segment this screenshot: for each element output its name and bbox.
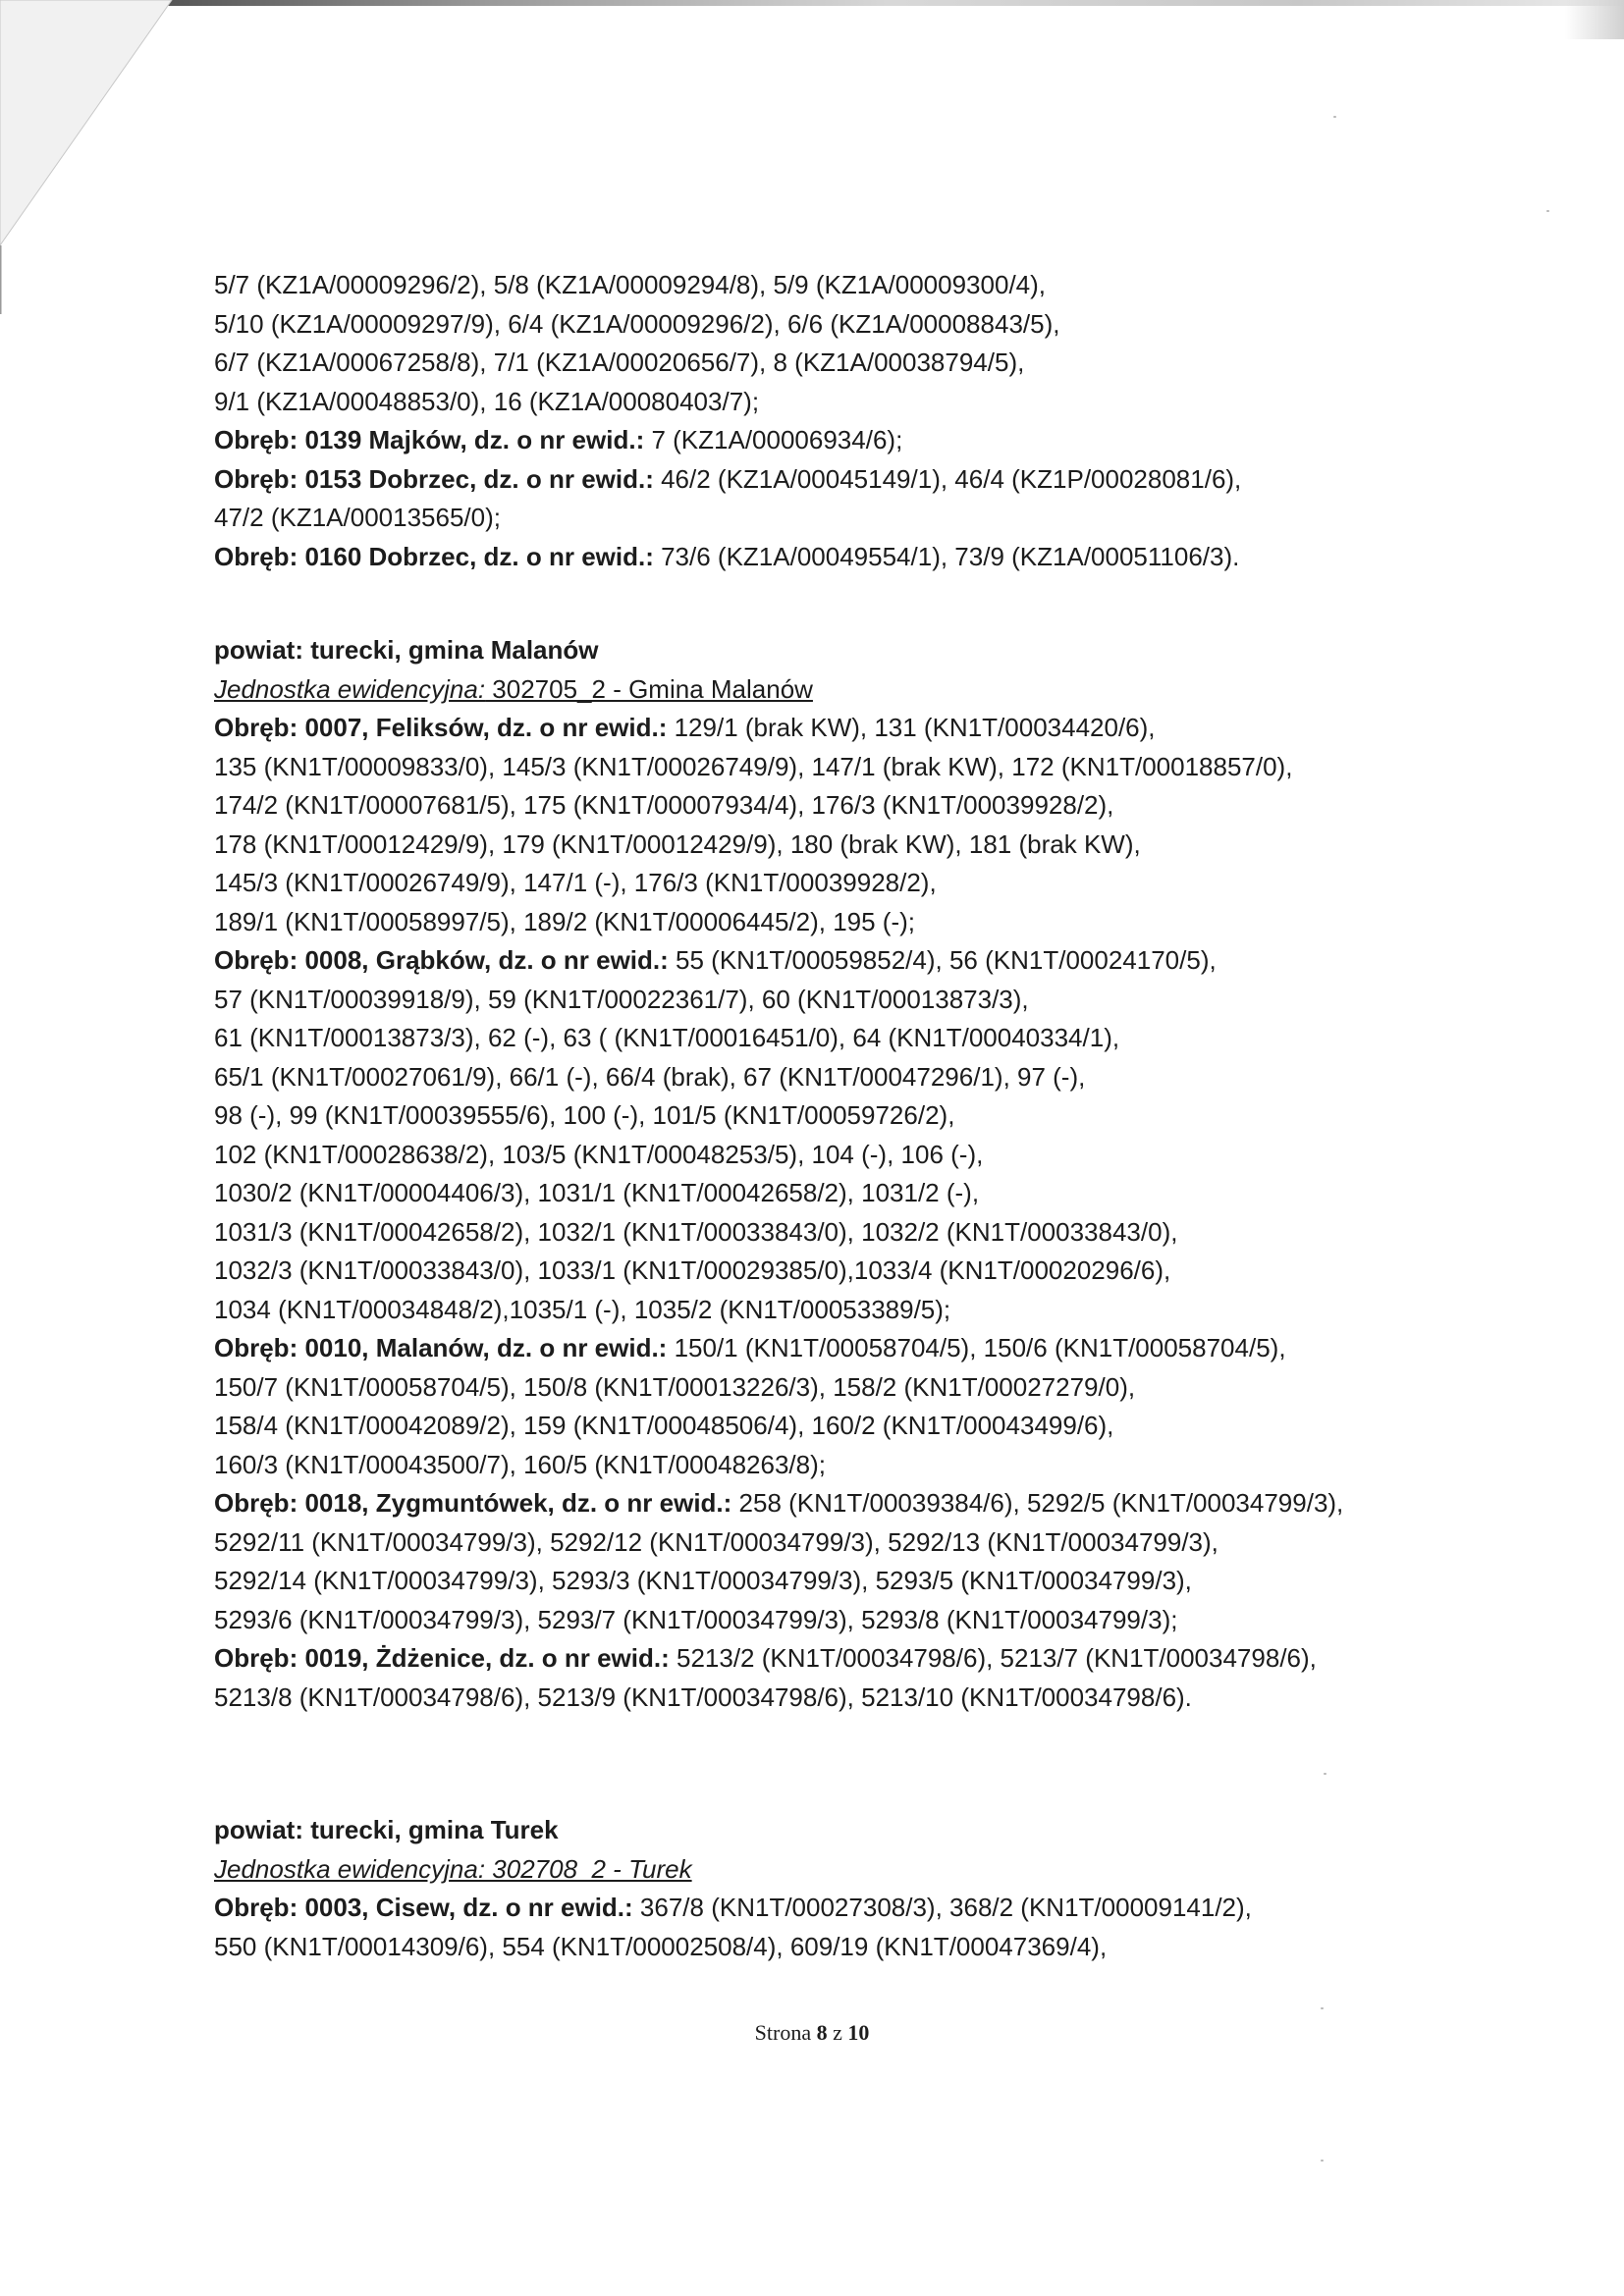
text-line: 5/10 (KZ1A/00009297/9), 6/4 (KZ1A/00009296/2), 6/6 (KZ1A/00008843/5), <box>214 308 1060 339</box>
unit-line <box>214 1850 1451 1890</box>
section-malanow <box>214 631 1451 1717</box>
text-line: 178 (KN1T/00012429/9), 179 (KN1T/00012429/9), 180 (brak KW), 181 (brak KW), <box>214 828 1141 859</box>
text-line: 57 (KN1T/00039918/9), 59 (KN1T/00022361/7), 60 (KN1T/00013873/3), <box>214 984 1029 1014</box>
obreb-0139 <box>214 421 1451 460</box>
parcel-list: 46/2 (KZ1A/00045149/1), 46/4 (KZ1P/00028081/6), <box>653 463 1242 494</box>
scan-corner-fold <box>0 0 177 314</box>
obreb-label: Obręb: 0007, Feliksów, dz. o nr ewid.: <box>214 713 668 742</box>
page-number: 8 <box>816 2020 828 2045</box>
obreb-label: Obręb: 0010, Malanów, dz. o nr ewid.: <box>214 1333 668 1362</box>
obreb-0007 <box>214 709 1451 748</box>
text-line: 61 (KN1T/00013873/3), 62 (-), 63 ( (KN1T/00016451/0), 64 (KN1T/00040334/1), <box>214 1023 1120 1052</box>
section-heading: powiat: turecki, gmina Turek <box>214 1815 559 1844</box>
obreb-0018 <box>214 1484 1451 1523</box>
parcel-list: 150/1 (KN1T/00058704/5), 150/6 (KN1T/00058704/5), <box>667 1333 1286 1362</box>
text-line: 5292/11 (KN1T/00034799/3), 5292/12 (KN1T/00034799/3), 5292/13 (KN1T/00034799/3), <box>214 1526 1218 1557</box>
obreb-0153 <box>214 460 1451 500</box>
text-line: 5293/6 (KN1T/00034799/3), 5293/7 (KN1T/00034799/3), 5293/8 (KN1T/00034799/3); <box>214 1604 1178 1634</box>
obreb-0160 <box>214 538 1451 577</box>
unit-label: Jednostka ewidencyjna: <box>214 673 486 704</box>
text-line: 189/1 (KN1T/00058997/5), 189/2 (KN1T/00006445/2), 195 (-); <box>214 906 915 936</box>
footer-prefix: Strona <box>754 2020 817 2045</box>
parcel-list: 55 (KN1T/00059852/4), 56 (KN1T/00024170/5), <box>668 945 1217 975</box>
unit-label-wrap <box>214 674 813 704</box>
obreb-0003 <box>214 1889 1451 1928</box>
text-line: 160/3 (KN1T/00043500/7), 160/5 (KN1T/00048263/8); <box>214 1449 826 1479</box>
unit-line <box>214 670 1451 710</box>
section-heading: powiat: turecki, gmina Malanów <box>214 635 599 665</box>
section-continuation <box>214 266 1451 576</box>
page-total: 10 <box>847 2020 870 2045</box>
scan-speck <box>1546 210 1549 212</box>
scan-speck <box>1324 1773 1326 1775</box>
obreb-0010 <box>214 1329 1451 1368</box>
text-line: 1030/2 (KN1T/00004406/3), 1031/1 (KN1T/00042658/2), 1031/2 (-), <box>214 1178 980 1207</box>
parcel-list: 7 (KZ1A/00006934/6); <box>644 425 903 454</box>
obreb-label: Obręb: 0160 Dobrzec, dz. o nr ewid.: <box>214 541 654 571</box>
unit-label: Jednostka ewidencyjna: 302708_2 - Turek <box>214 1853 692 1884</box>
text-line: 9/1 (KZ1A/00048853/0), 16 (KZ1A/00080403/7); <box>214 386 760 416</box>
text-line: 1032/3 (KN1T/00033843/0), 1033/1 (KN1T/00029385/0),1033/4 (KN1T/00020296/6), <box>214 1255 1171 1285</box>
parcel-list: 73/6 (KZ1A/00049554/1), 73/9 (KZ1A/00051106/3). <box>653 541 1240 571</box>
text-line: 150/7 (KN1T/00058704/5), 150/8 (KN1T/00013226/3), 158/2 (KN1T/00027279/0), <box>214 1371 1136 1402</box>
footer-middle: z <box>827 2020 848 2045</box>
text-line: 1034 (KN1T/00034848/2),1035/1 (-), 1035/2 (KN1T/00053389/5); <box>214 1294 951 1324</box>
text-line: 550 (KN1T/00014309/6), 554 (KN1T/00002508/4), 609/19 (KN1T/00047369/4), <box>214 1931 1108 1961</box>
text-line: 145/3 (KN1T/00026749/9), 147/1 (-), 176/3 (KN1T/00039928/2), <box>214 868 937 897</box>
text-line: 1031/3 (KN1T/00042658/2), 1032/1 (KN1T/00033843/0), 1032/2 (KN1T/00033843/0), <box>214 1216 1178 1247</box>
parcel-list: 367/8 (KN1T/00027308/3), 368/2 (KN1T/00009141/2), <box>632 1893 1252 1922</box>
section-turek <box>214 1811 1451 1966</box>
scan-speck <box>1321 2007 1324 2009</box>
obreb-label: Obręb: 0003, Cisew, dz. o nr ewid.: <box>214 1893 633 1922</box>
page-footer <box>0 2020 1624 2046</box>
text-line: 174/2 (KN1T/00007681/5), 175 (KN1T/00007934/4), 176/3 (KN1T/00039928/2), <box>214 790 1114 820</box>
text-line: 5213/8 (KN1T/00034798/6), 5213/9 (KN1T/00034798/6), 5213/10 (KN1T/00034798/6). <box>214 1682 1192 1712</box>
obreb-label: Obręb: 0019, Żdżenice, dz. o nr ewid.: <box>214 1643 670 1673</box>
scan-speck <box>1321 2160 1324 2162</box>
obreb-label: Obręb: 0139 Majków, dz. o nr ewid.: <box>214 425 645 454</box>
scan-edge-top <box>0 0 1624 6</box>
text-line: 65/1 (KN1T/00027061/9), 66/1 (-), 66/4 (brak), 67 (KN1T/00047296/1), 97 (-), <box>214 1061 1086 1092</box>
obreb-label: Obręb: 0008, Grąbków, dz. o nr ewid.: <box>214 945 669 975</box>
unit-value: 302705_2 - Gmina Malanów <box>485 673 813 704</box>
text-line: 6/7 (KZ1A/00067258/8), 7/1 (KZ1A/00020656/7), 8 (KZ1A/00038794/5), <box>214 347 1025 377</box>
text-line: 102 (KN1T/00028638/2), 103/5 (KN1T/00048253/5), 104 (-), 106 (-), <box>214 1139 984 1169</box>
obreb-label: Obręb: 0018, Zygmuntówek, dz. o nr ewid.: <box>214 1488 732 1518</box>
scan-speck <box>1333 116 1336 118</box>
parcel-list: 5213/2 (KN1T/00034798/6), 5213/7 (KN1T/00034798/6), <box>669 1643 1317 1673</box>
text-line: 98 (-), 99 (KN1T/00039555/6), 100 (-), 101/5 (KN1T/00059726/2), <box>214 1100 955 1130</box>
obreb-0019 <box>214 1639 1451 1679</box>
text-line: 47/2 (KZ1A/00013565/0); <box>214 503 501 532</box>
text-line: 158/4 (KN1T/00042089/2), 159 (KN1T/00048506/4), 160/2 (KN1T/00043499/6), <box>214 1411 1114 1440</box>
scan-edge-right <box>1565 0 1624 39</box>
text-line: 135 (KN1T/00009833/0), 145/3 (KN1T/00026749/9), 147/1 (brak KW), 172 (KN1T/00018857/0), <box>214 751 1293 781</box>
parcel-list: 258 (KN1T/00039384/6), 5292/5 (KN1T/00034799/3), <box>731 1488 1344 1518</box>
text-line: 5/7 (KZ1A/00009296/2), 5/8 (KZ1A/00009294/8), 5/9 (KZ1A/00009300/4), <box>214 270 1047 299</box>
obreb-0008 <box>214 941 1451 981</box>
text-line: 5292/14 (KN1T/00034799/3), 5293/3 (KN1T/00034799/3), 5293/5 (KN1T/00034799/3), <box>214 1566 1192 1595</box>
parcel-list: 129/1 (brak KW), 131 (KN1T/00034420/6), <box>667 713 1156 742</box>
obreb-label: Obręb: 0153 Dobrzec, dz. o nr ewid.: <box>214 463 654 494</box>
